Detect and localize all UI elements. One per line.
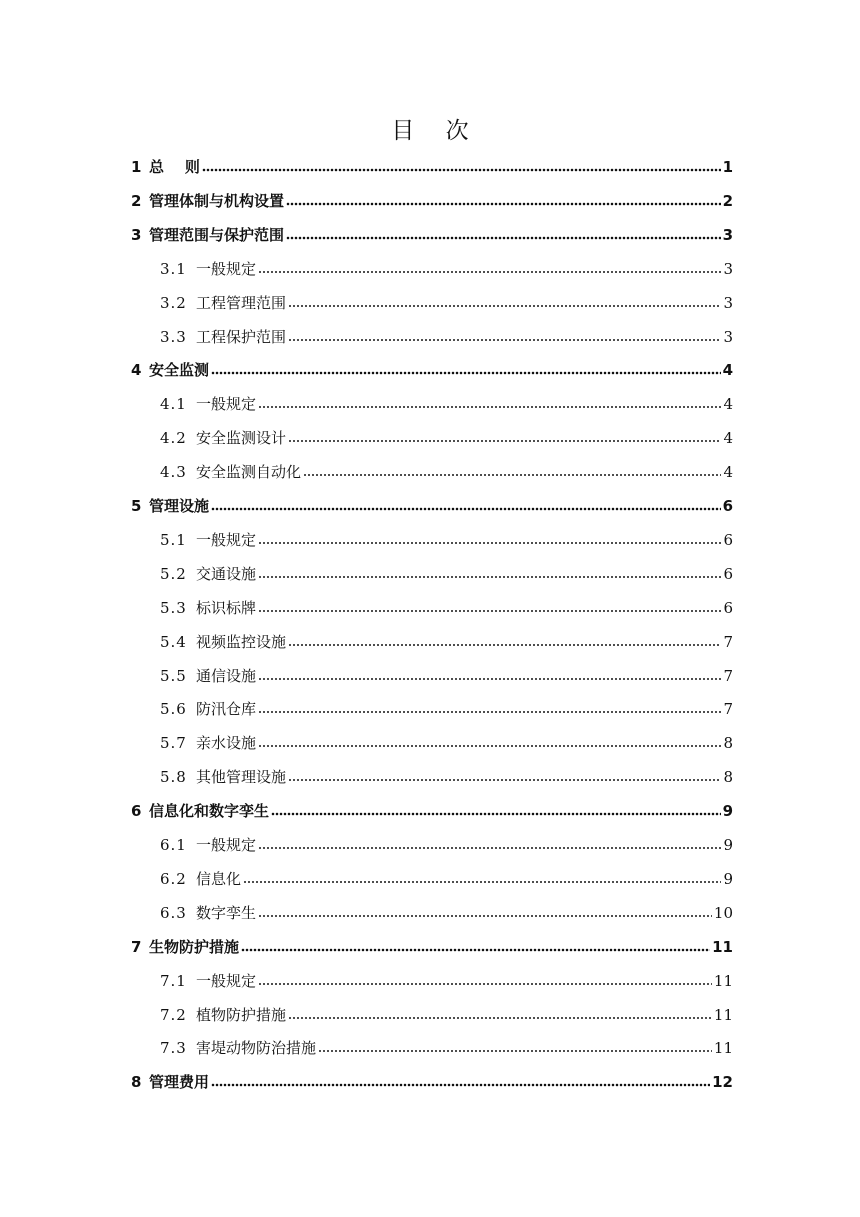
toc-entry-page-number: 3 <box>722 225 733 244</box>
toc-entry-number: 4 <box>131 361 142 380</box>
toc-dot-leader <box>288 338 721 342</box>
toc-entry-page-number: 9 <box>723 869 733 888</box>
toc-dot-leader <box>318 1049 712 1053</box>
toc-dot-leader <box>243 880 721 884</box>
toc-section-entry[interactable] <box>160 563 733 585</box>
toc-entry-number: 6.2 <box>160 869 187 888</box>
toc-dot-leader <box>288 439 721 443</box>
toc-entry-number: 3.1 <box>160 259 187 278</box>
toc-entry-label: 防汛仓库 <box>196 700 257 719</box>
toc-entry-number: 3.2 <box>160 293 187 312</box>
toc-entry-number: 4.3 <box>160 463 187 482</box>
page-title: 目 次 <box>391 118 481 144</box>
toc-entry-page-number: 6 <box>723 598 733 617</box>
toc-entry-page-number: 9 <box>723 836 733 854</box>
toc-entry-label: 总 则 <box>149 158 200 176</box>
toc-dot-leader <box>286 236 721 240</box>
toc-section-entry[interactable] <box>160 970 733 992</box>
toc-chapter-entry[interactable] <box>131 495 733 517</box>
toc-entry-number: 7.1 <box>160 971 187 990</box>
toc-entry-page-number: 1 <box>722 158 733 176</box>
toc-entry-page-number: 11 <box>713 1005 733 1024</box>
toc-section-entry[interactable] <box>160 258 733 280</box>
toc-entry-label: 生物防护措施 <box>149 937 240 956</box>
toc-dot-leader <box>271 812 721 816</box>
toc-entry-label: 一般规定 <box>196 530 257 549</box>
toc-entry-label: 安全监测设计 <box>196 429 287 448</box>
toc-section-entry[interactable] <box>160 698 733 720</box>
toc-entry-label: 数字孪生 <box>196 903 257 922</box>
toc-entry-label: 工程管理范围 <box>196 293 287 312</box>
toc-entry-number: 5.7 <box>160 734 187 753</box>
toc-entry-page-number: 3 <box>723 259 733 278</box>
toc-section-entry[interactable] <box>160 427 733 449</box>
toc-section-entry[interactable] <box>160 1004 733 1026</box>
toc-section-entry[interactable] <box>160 902 733 924</box>
toc-dot-leader <box>303 473 721 477</box>
toc-entry-page-number: 6 <box>722 497 733 515</box>
toc-dot-leader <box>241 948 710 952</box>
toc-section-entry[interactable] <box>160 868 733 890</box>
toc-section-entry[interactable] <box>160 326 733 348</box>
toc-section-entry[interactable] <box>160 631 733 653</box>
toc-section-entry[interactable] <box>160 834 733 856</box>
toc-chapter-entry[interactable] <box>131 936 733 958</box>
toc-dot-leader <box>286 202 721 206</box>
toc-entry-label: 一般规定 <box>196 836 257 854</box>
toc-entry-number: 4.2 <box>160 429 187 448</box>
toc-entry-label: 信息化和数字孪生 <box>149 802 270 821</box>
toc-entry-page-number: 6 <box>723 530 733 549</box>
toc-entry-page-number: 9 <box>722 802 733 821</box>
toc-entry-label: 安全监测 <box>149 361 210 380</box>
toc-entry-label: 一般规定 <box>196 971 257 990</box>
toc-chapter-entry[interactable] <box>131 224 733 246</box>
toc-entry-page-number: 11 <box>713 1039 733 1058</box>
toc-entry-number: 5.4 <box>160 632 187 651</box>
toc-dot-leader <box>258 541 721 545</box>
toc-dot-leader <box>258 982 712 986</box>
toc-dot-leader <box>258 914 712 918</box>
toc-section-entry[interactable] <box>160 461 733 483</box>
toc-dot-leader <box>258 405 721 409</box>
toc-entry-number: 5.5 <box>160 666 187 685</box>
toc-dot-leader <box>258 710 721 714</box>
toc-entry-label: 安全监测自动化 <box>196 463 302 482</box>
toc-entry-number: 3 <box>131 225 142 244</box>
toc-entry-page-number: 12 <box>712 1073 733 1092</box>
toc-dot-leader <box>258 575 721 579</box>
toc-chapter-entry[interactable] <box>131 1071 733 1093</box>
toc-entry-number: 5.2 <box>160 564 187 583</box>
toc-entry-label: 标识标牌 <box>196 598 257 617</box>
toc-entry-label: 管理体制与机构设置 <box>149 191 285 210</box>
toc-chapter-entry[interactable] <box>131 359 733 381</box>
toc-entry-number: 2 <box>131 191 142 210</box>
toc-entry-page-number: 7 <box>723 632 733 651</box>
toc-entry-page-number: 7 <box>723 666 733 685</box>
toc-entry-number: 5.3 <box>160 598 187 617</box>
toc-entry-number: 3.3 <box>160 327 187 346</box>
toc-entry-page-number: 10 <box>713 903 733 922</box>
toc-section-entry[interactable] <box>160 732 733 754</box>
toc-entry-page-number: 2 <box>722 191 733 210</box>
toc-entry-label: 信息化 <box>196 869 242 888</box>
toc-dot-leader <box>288 643 721 647</box>
toc-entry-page-number: 4 <box>722 361 733 380</box>
toc-section-entry[interactable] <box>160 1037 733 1059</box>
toc-chapter-entry[interactable] <box>131 800 733 822</box>
toc-entry-page-number: 8 <box>723 768 733 787</box>
toc-entry-number: 5.8 <box>160 768 187 787</box>
toc-dot-leader <box>288 304 721 308</box>
toc-entry-number: 1 <box>131 158 142 176</box>
toc-entry-number: 6.3 <box>160 903 187 922</box>
toc-entry-page-number: 11 <box>712 937 733 956</box>
toc-entry-label: 亲水设施 <box>196 734 257 753</box>
toc-chapter-entry[interactable] <box>131 190 733 212</box>
toc-chapter-entry[interactable] <box>131 156 733 178</box>
toc-entry-page-number: 4 <box>723 395 733 414</box>
toc-dot-leader <box>258 677 721 681</box>
toc-section-entry[interactable] <box>160 393 733 415</box>
toc-entry-label: 害堤动物防治措施 <box>196 1039 317 1058</box>
toc-entry-number: 5 <box>131 497 142 515</box>
toc-entry-page-number: 11 <box>713 971 733 990</box>
toc-dot-leader <box>288 778 721 782</box>
toc-section-entry[interactable] <box>160 292 733 314</box>
toc-entry-number: 4.1 <box>160 395 187 414</box>
toc-dot-leader <box>211 371 721 375</box>
toc-entry-label: 植物防护措施 <box>196 1005 287 1024</box>
toc-entry-label: 管理费用 <box>149 1073 210 1092</box>
toc-dot-leader <box>288 1016 712 1020</box>
toc-entry-label: 工程保护范围 <box>196 327 287 346</box>
toc-entry-number: 7.2 <box>160 1005 187 1024</box>
toc-entry-label: 一般规定 <box>196 259 257 278</box>
toc-entry-number: 7 <box>131 937 142 956</box>
toc-entry-number: 6 <box>131 802 142 821</box>
toc-entry-label: 视频监控设施 <box>196 632 287 651</box>
toc-entry-number: 8 <box>131 1073 142 1092</box>
toc-entry-page-number: 8 <box>723 734 733 753</box>
toc-entry-label: 其他管理设施 <box>196 768 287 787</box>
toc-entry-number: 5.1 <box>160 530 187 549</box>
toc-dot-leader <box>211 507 721 511</box>
toc-dot-leader <box>258 609 721 613</box>
toc-entry-page-number: 6 <box>723 564 733 583</box>
toc-section-entry[interactable] <box>160 597 733 619</box>
toc-section-entry[interactable] <box>160 766 733 788</box>
toc-entry-page-number: 3 <box>723 327 733 346</box>
toc-entry-page-number: 3 <box>723 293 733 312</box>
toc-entry-label: 管理设施 <box>149 497 210 515</box>
toc-entry-label: 管理范围与保护范围 <box>149 225 285 244</box>
toc-entry-label: 一般规定 <box>196 395 257 414</box>
toc-entry-page-number: 7 <box>723 700 733 719</box>
toc-section-entry[interactable] <box>160 529 733 551</box>
toc-entry-label: 交通设施 <box>196 564 257 583</box>
toc-dot-leader <box>258 744 721 748</box>
toc-entry-number: 5.6 <box>160 700 187 719</box>
toc-entry-number: 7.3 <box>160 1039 187 1058</box>
toc-section-entry[interactable] <box>160 665 733 687</box>
toc-dot-leader <box>258 270 721 274</box>
toc-entry-number: 6.1 <box>160 836 187 854</box>
toc-dot-leader <box>211 1083 710 1087</box>
toc-entry-page-number: 4 <box>723 463 733 482</box>
toc-dot-leader <box>258 846 721 850</box>
toc-entry-label: 通信设施 <box>196 666 257 685</box>
toc-entry-page-number: 4 <box>723 429 733 448</box>
toc-dot-leader <box>202 168 721 172</box>
